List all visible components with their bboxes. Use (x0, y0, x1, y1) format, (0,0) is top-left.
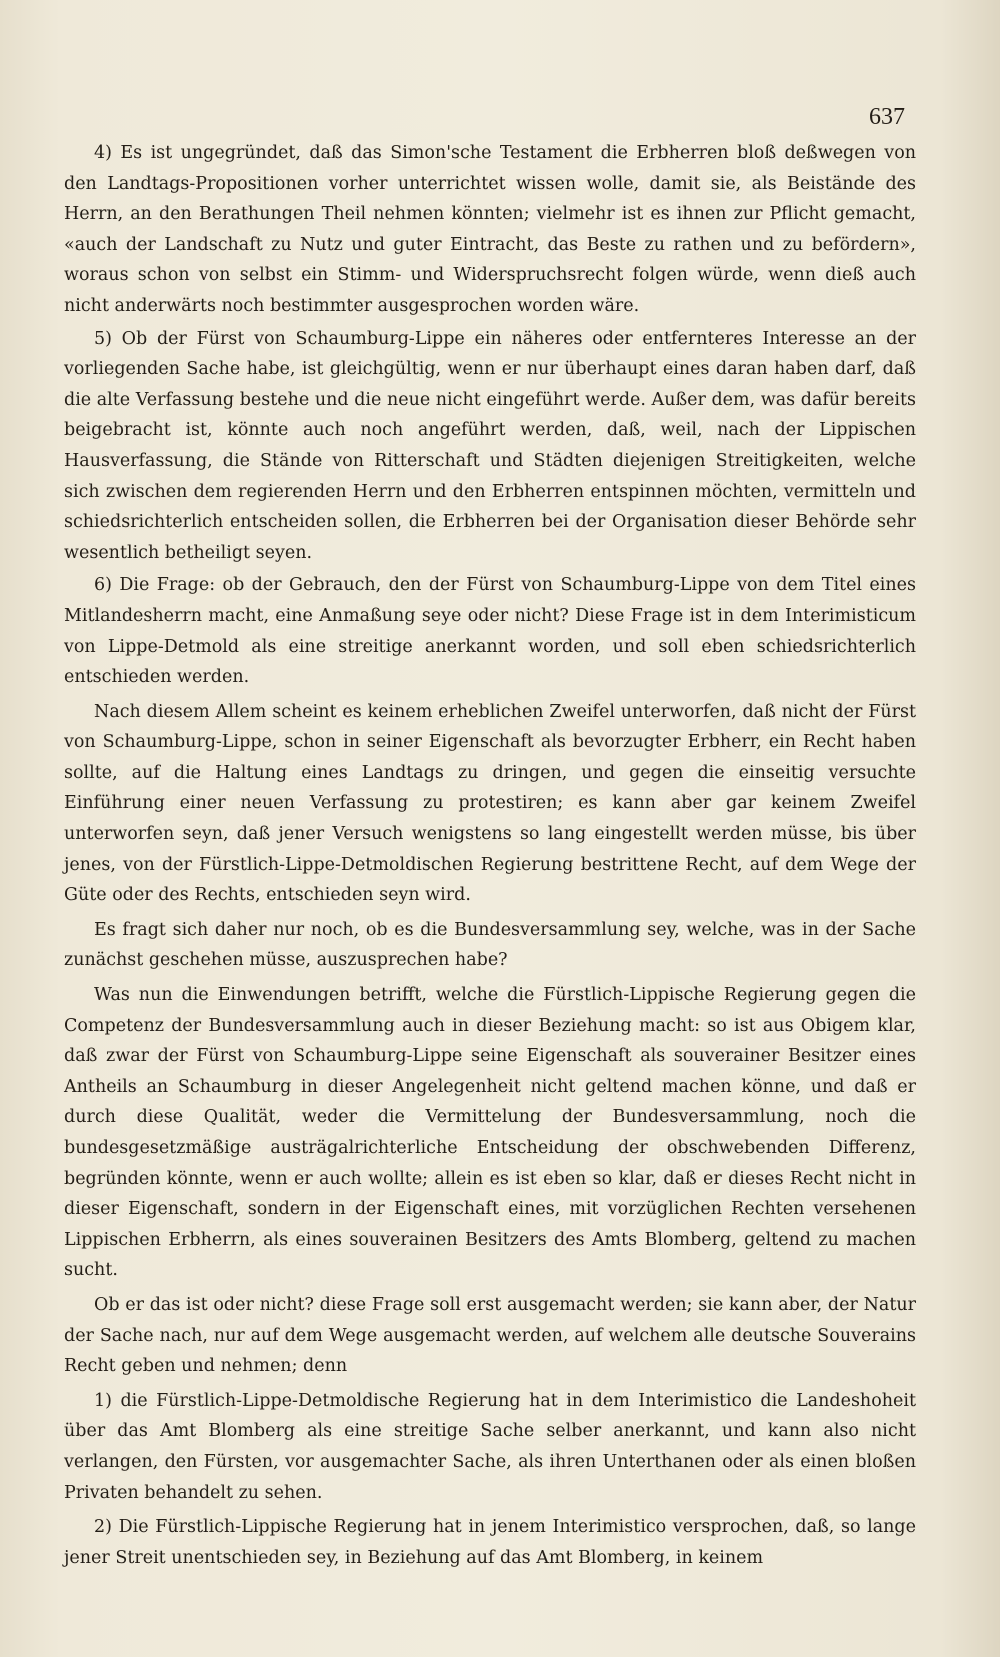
paragraph-4: 4) Es ist ungegründet, daß das Simon'sche Testament die Erbherren bloß deßwegen von den Landtags-Propositionen vorher unterrichtet wissen wolle, damit sie, als Beiständе des Herrn, an den Berathungen Theil nehmen könnten; vielmehr ist es ihnen zur Pflicht gemacht, «auch der Landschaft zu Nutz und guter Eintracht, das Beste zu rathen und zu befördern», woraus schon von selbst ein Stimm- und Widerspruchsrecht folgen würde, wenn dieß auch nicht anderwärts noch bestimmter ausgesprochen worden wäre. (64, 143, 916, 316)
paragraph-5: 5) Ob der Fürst von Schaumburg-Lippe ein näheres oder entfernteres Interesse an der vorliegenden Sache habe, ist gleichgültig, wenn er nur überhaupt eines daran haben darf, daß die alte Verfassung bestehe und die neue nicht eingeführt werde. Außer dem, was dafür bereits beigebracht ist, könnte auch noch angeführt werden, daß, weil, nach der Lippischen Hausverfassung, die Stände von Ritterschaft und Städten diejenigen Streitigkeiten, welche sich zwischen dem regierenden Herrn und den Erbherren entspinnen möchten, vermitteln und schiedsrichterlich entscheiden sollen, die Erbherren bei der Organisation dieser Behörde sehr wesentlich betheiligt seyen. (64, 328, 916, 563)
paragraph-question: Es fragt sich daher nur noch, ob es die Bundesversammlung sey, welche, was in der Sache zunächst geschehen müsse, auszusprechen habe? (64, 919, 916, 971)
paragraph-6: 6) Die Frage: ob der Gebrauch, den der Fürst von Schaumburg-Lippe von dem Titel eines Mitlandesherrn macht, eine Anmaßung seye oder nicht? Diese Frage ist in dem Interimisticum von Lippe-Detmold als eine streitige anerkannt worden, und soll eben schiedsrichterlich entschieden werden. (64, 575, 916, 688)
paragraph-conclusion: Nach diesem Allem scheint es keinem erheblichen Zweifel unterworfen, daß nicht der Fürst von Schaumburg-Lippe, schon in seiner Eigenschaft als bevorzugter Erbherr, ein Recht haben sollte, auf die Haltung eines Landtags zu dringen, und gegen die einseitig versuchte Einführung einer neuen Verfassung zu protestiren; es kann aber gar keinem Zweifel unterworfen seyn, daß jener Versuch wenigstens so lang eingestellt werden müsse, bis über jenes, von der Fürstlich-Lippe-Detmoldischen Regierung bestrittene Recht, auf dem Wege der Güte oder des Rechts, entschieden seyn wird. (64, 701, 916, 906)
paragraph-whether: Ob er das ist oder nicht? diese Frage soll erst ausgemacht werden; sie kann aber, der Natur der Sache nach, nur auf dem Wege ausgemacht werden, auf welchem alle deutsche Souverains Recht geben und nehmen; denn (64, 1294, 916, 1377)
paragraph-point-2: 2) Die Fürstlich-Lippische Regierung hat in jenem Interimistico versprochen, daß, so lange jener Streit unentschieden sey, in Beziehung auf das Amt Blomberg, in keinem (64, 1517, 916, 1568)
body-text (64, 138, 916, 1575)
paragraph-competence: Was nun die Einwendungen betrifft, welche die Fürstlich-Lippische Regierung gegen die Competenz der Bundesversammlung auch in dieser Beziehung macht: so ist aus Obigem klar, daß zwar der Fürst von Schaumburg-Lippe seine Eigenschaft als souverainer Besitzer eines Antheils an Schaumburg in dieser Angelegenheit nicht geltend machen könne, und daß er durch diese Qualität, weder die Vermittelung der Bundesversammlung, noch die bundesgesetzmäßige austrägalrichterliche Entscheidung der obschwebenden Differenz, begründen könnte, wenn er auch wollte; allein es ist eben so klar, daß er dieses Recht nicht in dieser Eigenschaft, sondern in der Eigenschaft eines, mit vorzüglichen Rechten versehenen Lippischen Erbherrn, als eines souverainen Besitzers des Amts Blomberg, geltend zu machen sucht. (64, 985, 916, 1281)
paragraph-point-1: 1) die Fürstlich-Lippe-Detmoldische Regierung hat in dem Interimistico die Landeshoheit über das Amt Blomberg als eine streitige Sache selber anerkannt, und kann also nicht verlangen, den Fürsten, vor ausgemachter Sache, als ihren Unterthanen oder als einen bloßen Privaten behandelt zu sehen. (64, 1390, 916, 1503)
page-number: 637 (869, 104, 905, 130)
